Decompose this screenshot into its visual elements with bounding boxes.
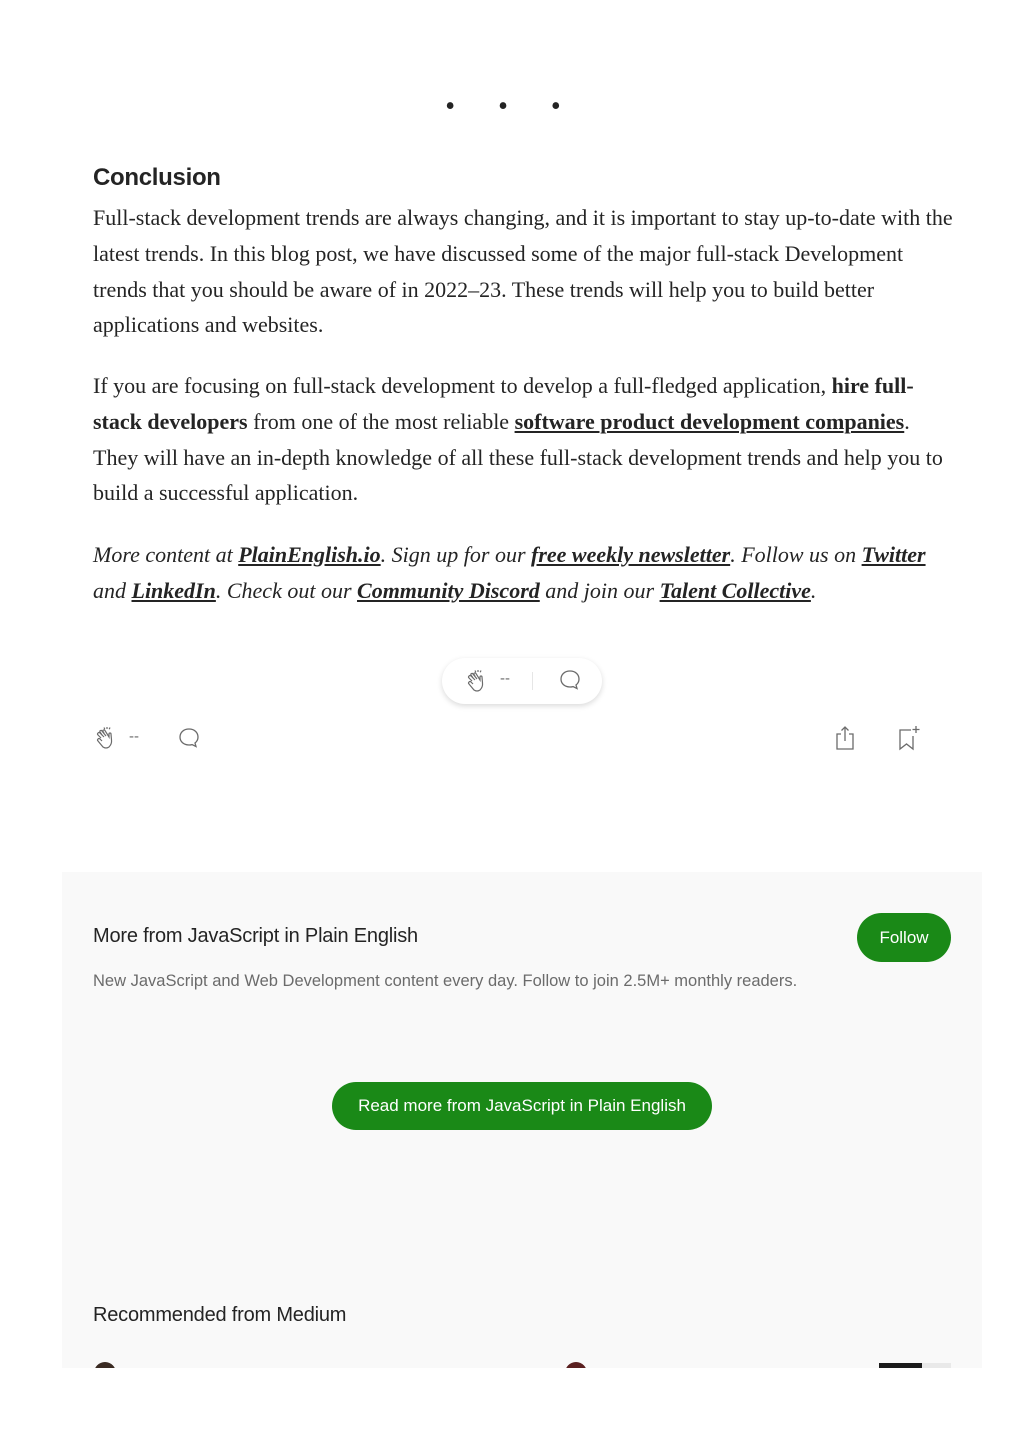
clap-icon[interactable]	[93, 724, 121, 757]
text-run: . Sign up for our	[380, 542, 532, 567]
read-more-button[interactable]: Read more from JavaScript in Plain English	[332, 1082, 712, 1130]
text-run: .	[810, 577, 817, 603]
text-run: and join our	[539, 577, 660, 603]
divider	[532, 672, 533, 690]
link-twitter[interactable]: Twitter	[861, 542, 926, 567]
paragraph-promo	[93, 537, 953, 609]
recommended-title: Recommended from Medium	[93, 1304, 347, 1326]
link-newsletter[interactable]: free weekly newsletter	[531, 542, 731, 567]
clap-count: --	[500, 670, 510, 687]
response-icon[interactable]	[558, 668, 582, 697]
text-run: and	[93, 577, 132, 603]
text-run: . Check out our	[215, 577, 358, 603]
link-community-discord[interactable]: Community Discord	[357, 577, 540, 603]
section-separator: • • •	[445, 91, 579, 122]
link-software-product-development[interactable]: software product development companies	[514, 408, 905, 434]
floating-engagement-bar	[442, 658, 602, 704]
publication-section	[62, 872, 982, 1368]
text-run: If you are focusing on full-stack development to develop a full-fledged application,	[93, 373, 832, 398]
text-run: More content at	[93, 542, 239, 567]
avatar[interactable]	[94, 1362, 116, 1368]
bookmark-add-icon[interactable]	[896, 724, 922, 757]
link-talent-collective[interactable]: Talent Collective	[659, 577, 811, 603]
response-icon[interactable]	[177, 726, 201, 755]
text-run: from one of the most reliable	[247, 408, 515, 434]
clap-count: --	[129, 728, 139, 745]
clap-icon[interactable]	[464, 667, 492, 700]
link-linkedin[interactable]: LinkedIn	[131, 577, 216, 603]
text-run: . Follow us on	[730, 542, 862, 567]
paragraph-conclusion: Full-stack development trends are always changing, and it is important to stay up-to-date with the latest trends. In this blog post, we have discussed some of the major full-stack Development trends that you should be aware of in 2022–23. These trends will help you to build better applications and websites.	[93, 205, 953, 338]
paragraph-hire	[93, 368, 953, 511]
follow-button[interactable]: Follow	[857, 913, 951, 962]
article-thumbnail[interactable]	[879, 1363, 951, 1368]
publication-title: More from JavaScript in Plain English	[93, 925, 418, 947]
link-plainenglish[interactable]: PlainEnglish.io	[238, 542, 381, 567]
section-heading: Conclusion	[93, 164, 221, 191]
article-action-bar	[93, 724, 923, 754]
text-run: . They will have an in-depth knowledge of all these full-stack development trends and help you to build a successful application.	[93, 408, 943, 506]
share-icon[interactable]	[833, 724, 857, 757]
publication-description: New JavaScript and Web Development content every day. Follow to join 2.5M+ monthly readers.	[93, 972, 798, 990]
bold-text: hire full-stack developers	[93, 373, 914, 434]
avatar[interactable]	[565, 1362, 587, 1368]
